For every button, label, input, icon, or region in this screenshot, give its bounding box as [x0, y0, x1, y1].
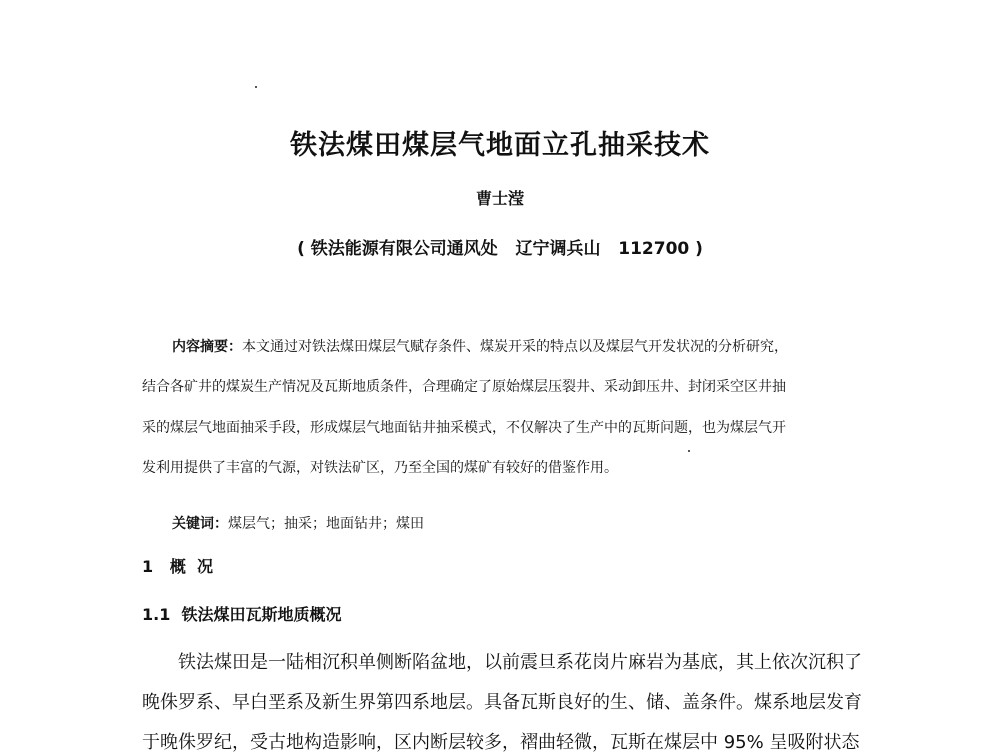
- section-heading-1: 1 概 况: [142, 557, 213, 576]
- abstract-text: 本文通过对铁法煤田煤层气赋存条件、煤炭开采的特点以及煤层气开发状况的分析研究，: [242, 339, 788, 355]
- paper-author: 曹士滢: [475, 189, 524, 208]
- body-paragraph-line-2: 晚侏罗系、早白垩系及新生界第四系地层。具备瓦斯良好的生、储、盖条件。煤系地层发育: [142, 692, 862, 713]
- paper-title: 铁法煤田煤层气地面立孔抽采技术: [290, 130, 710, 161]
- keywords: [172, 513, 424, 533]
- body-paragraph-line-3: 于晚侏罗纪，受古地构造影响，区内断层较多，褶曲轻微，瓦斯在煤层中 95% 呈吸附状态: [142, 732, 860, 753]
- abstract-line-4: 发利用提供了丰富的气源，对铁法矿区，乃至全国的煤矿有较好的借鉴作用。: [142, 460, 618, 476]
- body-paragraph-line-1: 铁法煤田是一陆相沉积单侧断陷盆地，以前震旦系花岗片麻岩为基底，其上依次沉积了: [178, 652, 862, 673]
- abstract-label: 内容摘要：: [172, 339, 242, 355]
- keywords-label: 关键词：: [172, 516, 228, 532]
- paper-affiliation: ( 铁法能源有限公司通风处 辽宁调兵山 112700 ): [297, 239, 703, 259]
- abstract-line-2: 结合各矿井的煤炭生产情况及瓦斯地质条件，合理确定了原始煤层压裂井、采动卸压井、封闭采空区井抽: [142, 379, 786, 395]
- scan-speck: [688, 450, 690, 452]
- keywords-text: 煤层气；抽采；地面钻井；煤田: [228, 516, 424, 532]
- abstract-line-3: 采的煤层气地面抽采手段，形成煤层气地面钻井抽采模式，不仅解决了生产中的瓦斯问题，也为煤层气开: [142, 420, 786, 436]
- abstract-line-1: [172, 337, 892, 357]
- scan-speck: [255, 86, 257, 88]
- section-heading-1-1: 1.1 铁法煤田瓦斯地质概况: [142, 605, 342, 624]
